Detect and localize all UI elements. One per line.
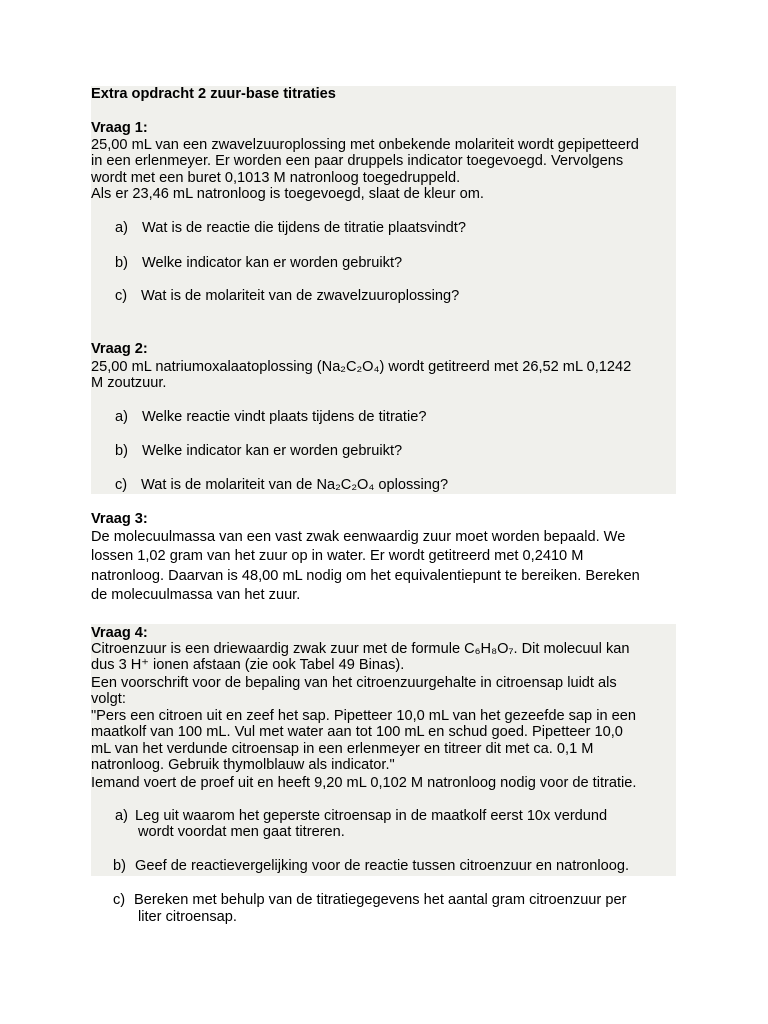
vraag4-question-letter: b) (113, 858, 126, 874)
vraag1-text-line: wordt met een buret 0,1013 M natronloog toegedruppeld. (91, 170, 461, 186)
vraag4-text-line: dus 3 H⁺ ionen afstaan (zie ook Tabel 49 Binas). (91, 657, 405, 673)
vraag1-question-letter: b) (115, 255, 128, 271)
vraag3-text-line: natronloog. Daarvan is 48,00 mL nodig om het equivalentiepunt te bereiken. Bereken (91, 568, 640, 584)
vraag4-text-line: Iemand voert de proef uit en heeft 9,20 mL 0,102 M natronloog nodig voor de titratie. (91, 775, 637, 791)
vraag4-text-line: "Pers een citroen uit en zeef het sap. Pipetteer 10,0 mL van het gezeefde sap in een (91, 708, 636, 724)
vraag3-text-line: De molecuulmassa van een vast zwak eenwaardig zuur moet worden bepaald. We (91, 529, 626, 545)
vraag1-question-text: Wat is de molariteit van de zwavelzuuroplossing? (141, 288, 460, 304)
vraag2-text-line: M zoutzuur. (91, 375, 167, 391)
vraag1-question-text: Wat is de reactie die tijdens de titratie plaatsvindt? (142, 220, 466, 236)
vraag4-question-letter: c) (113, 892, 126, 908)
vraag4-text-line: natronloog. Gebruik thymolblauw als indicator." (91, 757, 395, 773)
vraag1-text-line: in een erlenmeyer. Er worden een paar druppels indicator toegevoegd. Vervolgens (91, 153, 624, 169)
vraag3-text-line: lossen 1,02 gram van het zuur op in water. Er wordt getitreerd met 0,2410 M (91, 548, 584, 564)
vraag1-heading: Vraag 1: (91, 120, 148, 136)
vraag4-question-text: Bereken met behulp van de titratiegegevens het aantal gram citroenzuur per (134, 892, 627, 908)
vraag1-text-line: Als er 23,46 mL natronloog is toegevoegd, slaat de kleur om. (91, 186, 484, 202)
vraag1-question-letter: c) (115, 288, 128, 304)
vraag4-question-letter: a) (115, 808, 128, 824)
vraag2-question-letter: c) (115, 477, 128, 493)
vraag3-heading: Vraag 3: (91, 511, 148, 527)
vraag4-text-line: Citroenzuur is een driewaardig zwak zuur met de formule C₆H₈O₇. Dit molecuul kan (91, 641, 630, 657)
vraag4-text-line: mL van het verdunde citroensap in een erlenmeyer en titreer dit met ca. 0,1 M (91, 741, 594, 757)
vraag2-question-letter: a) (115, 409, 128, 425)
vraag4-text-line: volgt: (91, 691, 126, 707)
vraag2-heading: Vraag 2: (91, 341, 148, 357)
vraag3-text-line: de molecuulmassa van het zuur. (91, 587, 301, 603)
vraag4-text-line: Een voorschrift voor de bepaling van het citroenzuurgehalte in citroensap luidt als (91, 675, 617, 691)
document-title: Extra opdracht 2 zuur-base titraties (91, 86, 336, 102)
vraag2-question-letter: b) (115, 443, 128, 459)
vraag2-question-text: Welke indicator kan er worden gebruikt? (142, 443, 403, 459)
vraag1-question-letter: a) (115, 220, 128, 236)
vraag1-question-text: Welke indicator kan er worden gebruikt? (142, 255, 403, 271)
vraag1-text-line: 25,00 mL van een zwavelzuuroplossing met onbekende molariteit wordt gepipetteerd (91, 137, 639, 153)
vraag4-question-text: Leg uit waarom het geperste citroensap in de maatkolf eerst 10x verdund (135, 808, 608, 824)
vraag2-question-text: Welke reactie vindt plaats tijdens de titratie? (142, 409, 427, 425)
vraag4-heading: Vraag 4: (91, 625, 148, 641)
vraag4-question-text: Geef de reactievergelijking voor de reactie tussen citroenzuur en natronloog. (135, 858, 630, 874)
vraag4-text-line: maatkolf van 100 mL. Vul met water aan tot 100 mL en schud goed. Pipetteer 10,0 (91, 724, 623, 740)
vraag4-question-text-cont: liter citroensap. (138, 909, 237, 925)
vraag2-text-line: 25,00 mL natriumoxalaatoplossing (Na₂C₂O₄) wordt getitreerd met 26,52 mL 0,1242 (91, 359, 632, 375)
vraag4-question-text-cont: wordt voordat men gaat titreren. (138, 824, 345, 840)
vraag2-question-text: Wat is de molariteit van de Na₂C₂O₄ oplossing? (141, 477, 449, 493)
